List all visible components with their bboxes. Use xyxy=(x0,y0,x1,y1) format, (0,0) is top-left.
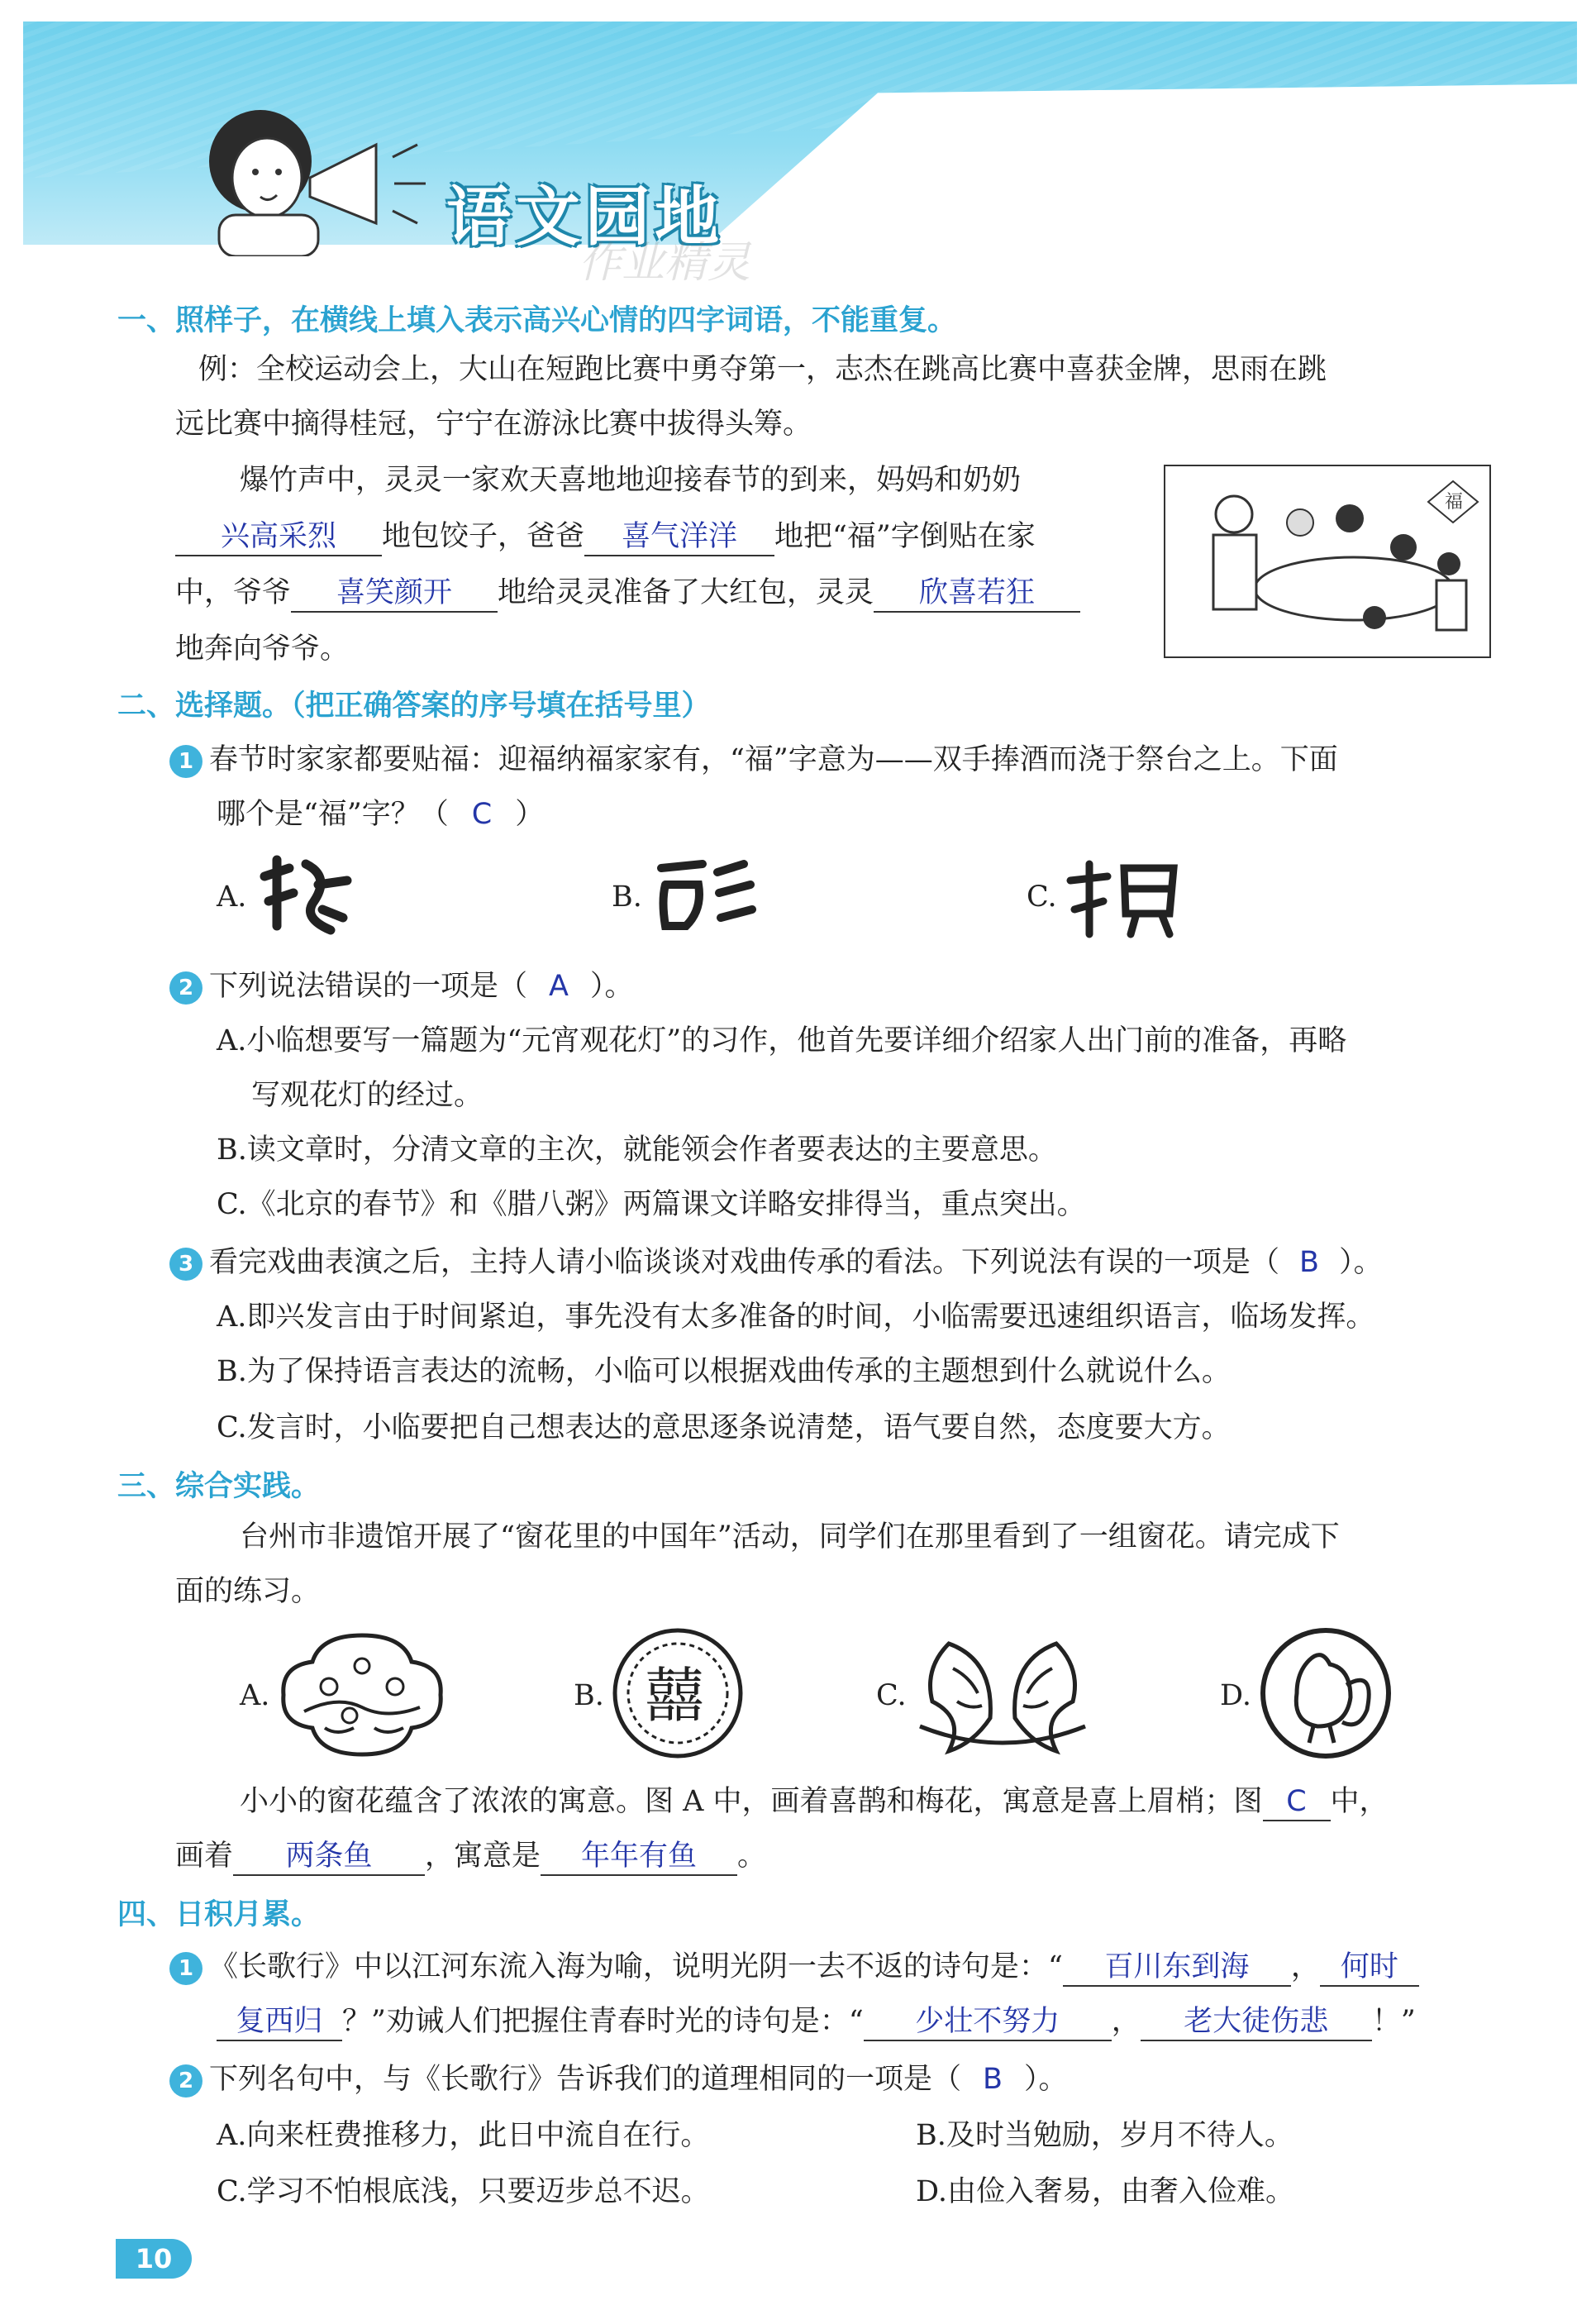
q2-2-option-c: C.《北京的春节》和《腊八粥》两篇课文详略安排得当，重点突出。 xyxy=(217,1188,1086,1221)
papercut-d-label: D. xyxy=(1220,1679,1251,1712)
s4-answer-blank-4[interactable]: 少壮不努力 xyxy=(864,2003,1112,2041)
papercut-magpie-plum xyxy=(279,1629,445,1761)
q2-3-answer[interactable]: B xyxy=(1299,1246,1320,1279)
option-b-label: B. xyxy=(612,881,642,914)
s4-answer-blank-3[interactable]: 复西归 xyxy=(217,2003,342,2041)
q2-2-option-a-line1: A.小临想要写一篇题为“元宵观花灯”的习作，他首先要详细介绍家人出门前的准备，再略 xyxy=(217,1024,1347,1057)
option-a-label: A. xyxy=(217,881,247,914)
s4-q2-option-c: C.学习不怕根底浅，只要迈步总不迟。 xyxy=(217,2175,710,2208)
s3-paragraph-line1: 台州市非遗馆开展了“窗花里的中国年”活动，同学们在那里看到了一组窗花。请完成下 xyxy=(240,1520,1340,1554)
s4-q2-answer[interactable]: B xyxy=(983,2063,1003,2096)
q2-2-line: 2 下列说法错误的一项是（ A ）。 xyxy=(169,959,634,1014)
answer-blank-1[interactable]: 兴高采烈 xyxy=(175,518,382,556)
section-4-heading: 四、日积月累。 xyxy=(117,1898,321,1931)
s4-q1-line1: 1 《长歌行》中以江河东流入海为喻，说明光阴一去不返的诗句是：“ 百川东到海 ， 何时 xyxy=(169,1940,1419,1994)
section-1-heading: 一、照样子，在横线上填入表示高兴心情的四字词语，不能重复。 xyxy=(117,304,957,337)
ancient-fu-glyph-b xyxy=(653,852,760,943)
answer-blank-4[interactable]: 欣喜若狂 xyxy=(874,575,1080,613)
section-3-heading: 三、综合实践。 xyxy=(117,1470,321,1503)
s4-q2-option-a: A.向来枉费推移力，此日中流自在行。 xyxy=(217,2119,710,2152)
s4-answer-blank-1[interactable]: 百川东到海 xyxy=(1063,1949,1291,1987)
papercut-b-label: B. xyxy=(574,1679,604,1712)
s3-answer-blank-2[interactable]: 两条鱼 xyxy=(233,1838,425,1876)
s3-paragraph-line2: 面的练习。 xyxy=(175,1575,321,1608)
option-c-label: C. xyxy=(1027,881,1057,914)
q2-2-option-b: B.读文章时，分清文章的主次，就能领会作者要表达的主要意思。 xyxy=(217,1134,1057,1167)
q2-2-answer[interactable]: A xyxy=(549,970,569,1003)
svg-text:囍: 囍 xyxy=(645,1661,705,1730)
papercut-rooster xyxy=(1260,1627,1392,1759)
q2-1-answer[interactable]: C xyxy=(471,798,493,831)
s1-paragraph-line3: 中，爷爷 喜笑颜开 地给灵灵准备了大红包，灵灵 欣喜若狂 xyxy=(175,566,1080,620)
s3-answer-blank-1[interactable]: C xyxy=(1263,1783,1331,1821)
s1-paragraph-line2: 兴高采烈 地包饺子，爸爸 喜气洋洋 地把“福”字倒贴在家 xyxy=(175,509,1036,564)
girl-megaphone-illustration xyxy=(169,99,442,256)
s1-example-line2: 远比赛中摘得桂冠，宁宁在游泳比赛中拔得头筹。 xyxy=(175,408,812,441)
q2-3-option-b: B.为了保持语言表达的流畅，小临可以根据戏曲传承的主题想到什么就说什么。 xyxy=(217,1355,1231,1388)
q2-3-line: 3 看完戏曲表演之后，主持人请小临谈谈对戏曲传承的看法。下列说法有误的一项是（ B ）。 xyxy=(169,1235,1383,1290)
papercut-double-happiness xyxy=(612,1627,744,1759)
q2-1-line1: 1 春节时家家都要贴福：迎福纳福家家有，“福”字意为——双手捧酒而浇于祭台之上。下面 xyxy=(169,733,1338,787)
ancient-fu-glyph-c xyxy=(1066,852,1182,943)
page-title: 语文园地 xyxy=(446,180,725,255)
question-number-2: 2 xyxy=(169,971,202,1005)
family-dinner-illustration xyxy=(1164,465,1491,658)
q2-2-option-a-line2: 写观花灯的经过。 xyxy=(251,1079,484,1112)
answer-blank-3[interactable]: 喜笑颜开 xyxy=(291,575,498,613)
question-number-3: 3 xyxy=(169,1248,202,1281)
s3-answer-blank-3[interactable]: 年年有鱼 xyxy=(541,1838,737,1876)
s4-q2-option-d: D.由俭入奢易，由奢入俭难。 xyxy=(916,2175,1294,2208)
page-number: 10 xyxy=(116,2239,192,2279)
s3-conclusion-line2: 画着 两条鱼 ，寓意是 年年有鱼 。 xyxy=(175,1829,766,1883)
s3-conclusion-line1: 小小的窗花蕴含了浓浓的寓意。图 A 中，画着喜鹊和梅花，寓意是喜上眉梢；图 C 中， xyxy=(240,1774,1389,1829)
s4-question-number-1: 1 xyxy=(169,1952,202,1985)
papercut-two-fish xyxy=(916,1627,1089,1759)
s1-paragraph-line4: 地奔向爷爷。 xyxy=(175,632,350,666)
watermark: 作业精灵 xyxy=(579,238,751,288)
ancient-fu-glyph-a xyxy=(256,852,355,943)
section-2-heading: 二、选择题。（把正确答案的序号填在括号里） xyxy=(117,690,711,723)
question-number-1: 1 xyxy=(169,745,202,778)
svg-text:福: 福 xyxy=(1445,492,1464,513)
answer-blank-2[interactable]: 喜气洋洋 xyxy=(584,518,774,556)
s1-example-line1: 例：全校运动会上，大山在短跑比赛中勇夺第一，志杰在跳高比赛中喜获金牌，思雨在跳 xyxy=(198,353,1327,386)
s4-answer-blank-5[interactable]: 老大徒伤悲 xyxy=(1141,2003,1372,2041)
q2-3-option-a: A.即兴发言由于时间紧迫，事先没有太多准备的时间，小临需要迅速组织语言，临场发挥。 xyxy=(217,1301,1375,1334)
s4-q2-option-b: B.及时当勉励，岁月不待人。 xyxy=(916,2119,1293,2152)
s4-q1-line2: 复西归 ？”劝诫人们把握住青春时光的诗句是：“ 少壮不努力 ， 老大徒伤悲 ！” xyxy=(217,1994,1416,2049)
s4-question-number-2: 2 xyxy=(169,2064,202,2098)
papercut-c-label: C. xyxy=(876,1679,907,1712)
s4-answer-blank-2[interactable]: 何时 xyxy=(1320,1949,1419,1987)
s4-q2-line: 2 下列名句中，与《长歌行》告诉我们的道理相同的一项是（ B ）。 xyxy=(169,2052,1068,2107)
s1-paragraph-line1: 爆竹声中，灵灵一家欢天喜地地迎接春节的到来，妈妈和奶奶 xyxy=(240,464,1022,497)
q2-1-line2: 哪个是“福”字？（ C ） xyxy=(217,798,545,831)
q2-3-option-c: C.发言时，小临要把自己想表达的意思逐条说清楚，语气要自然，态度要大方。 xyxy=(217,1411,1231,1444)
papercut-a-label: A. xyxy=(240,1679,270,1712)
